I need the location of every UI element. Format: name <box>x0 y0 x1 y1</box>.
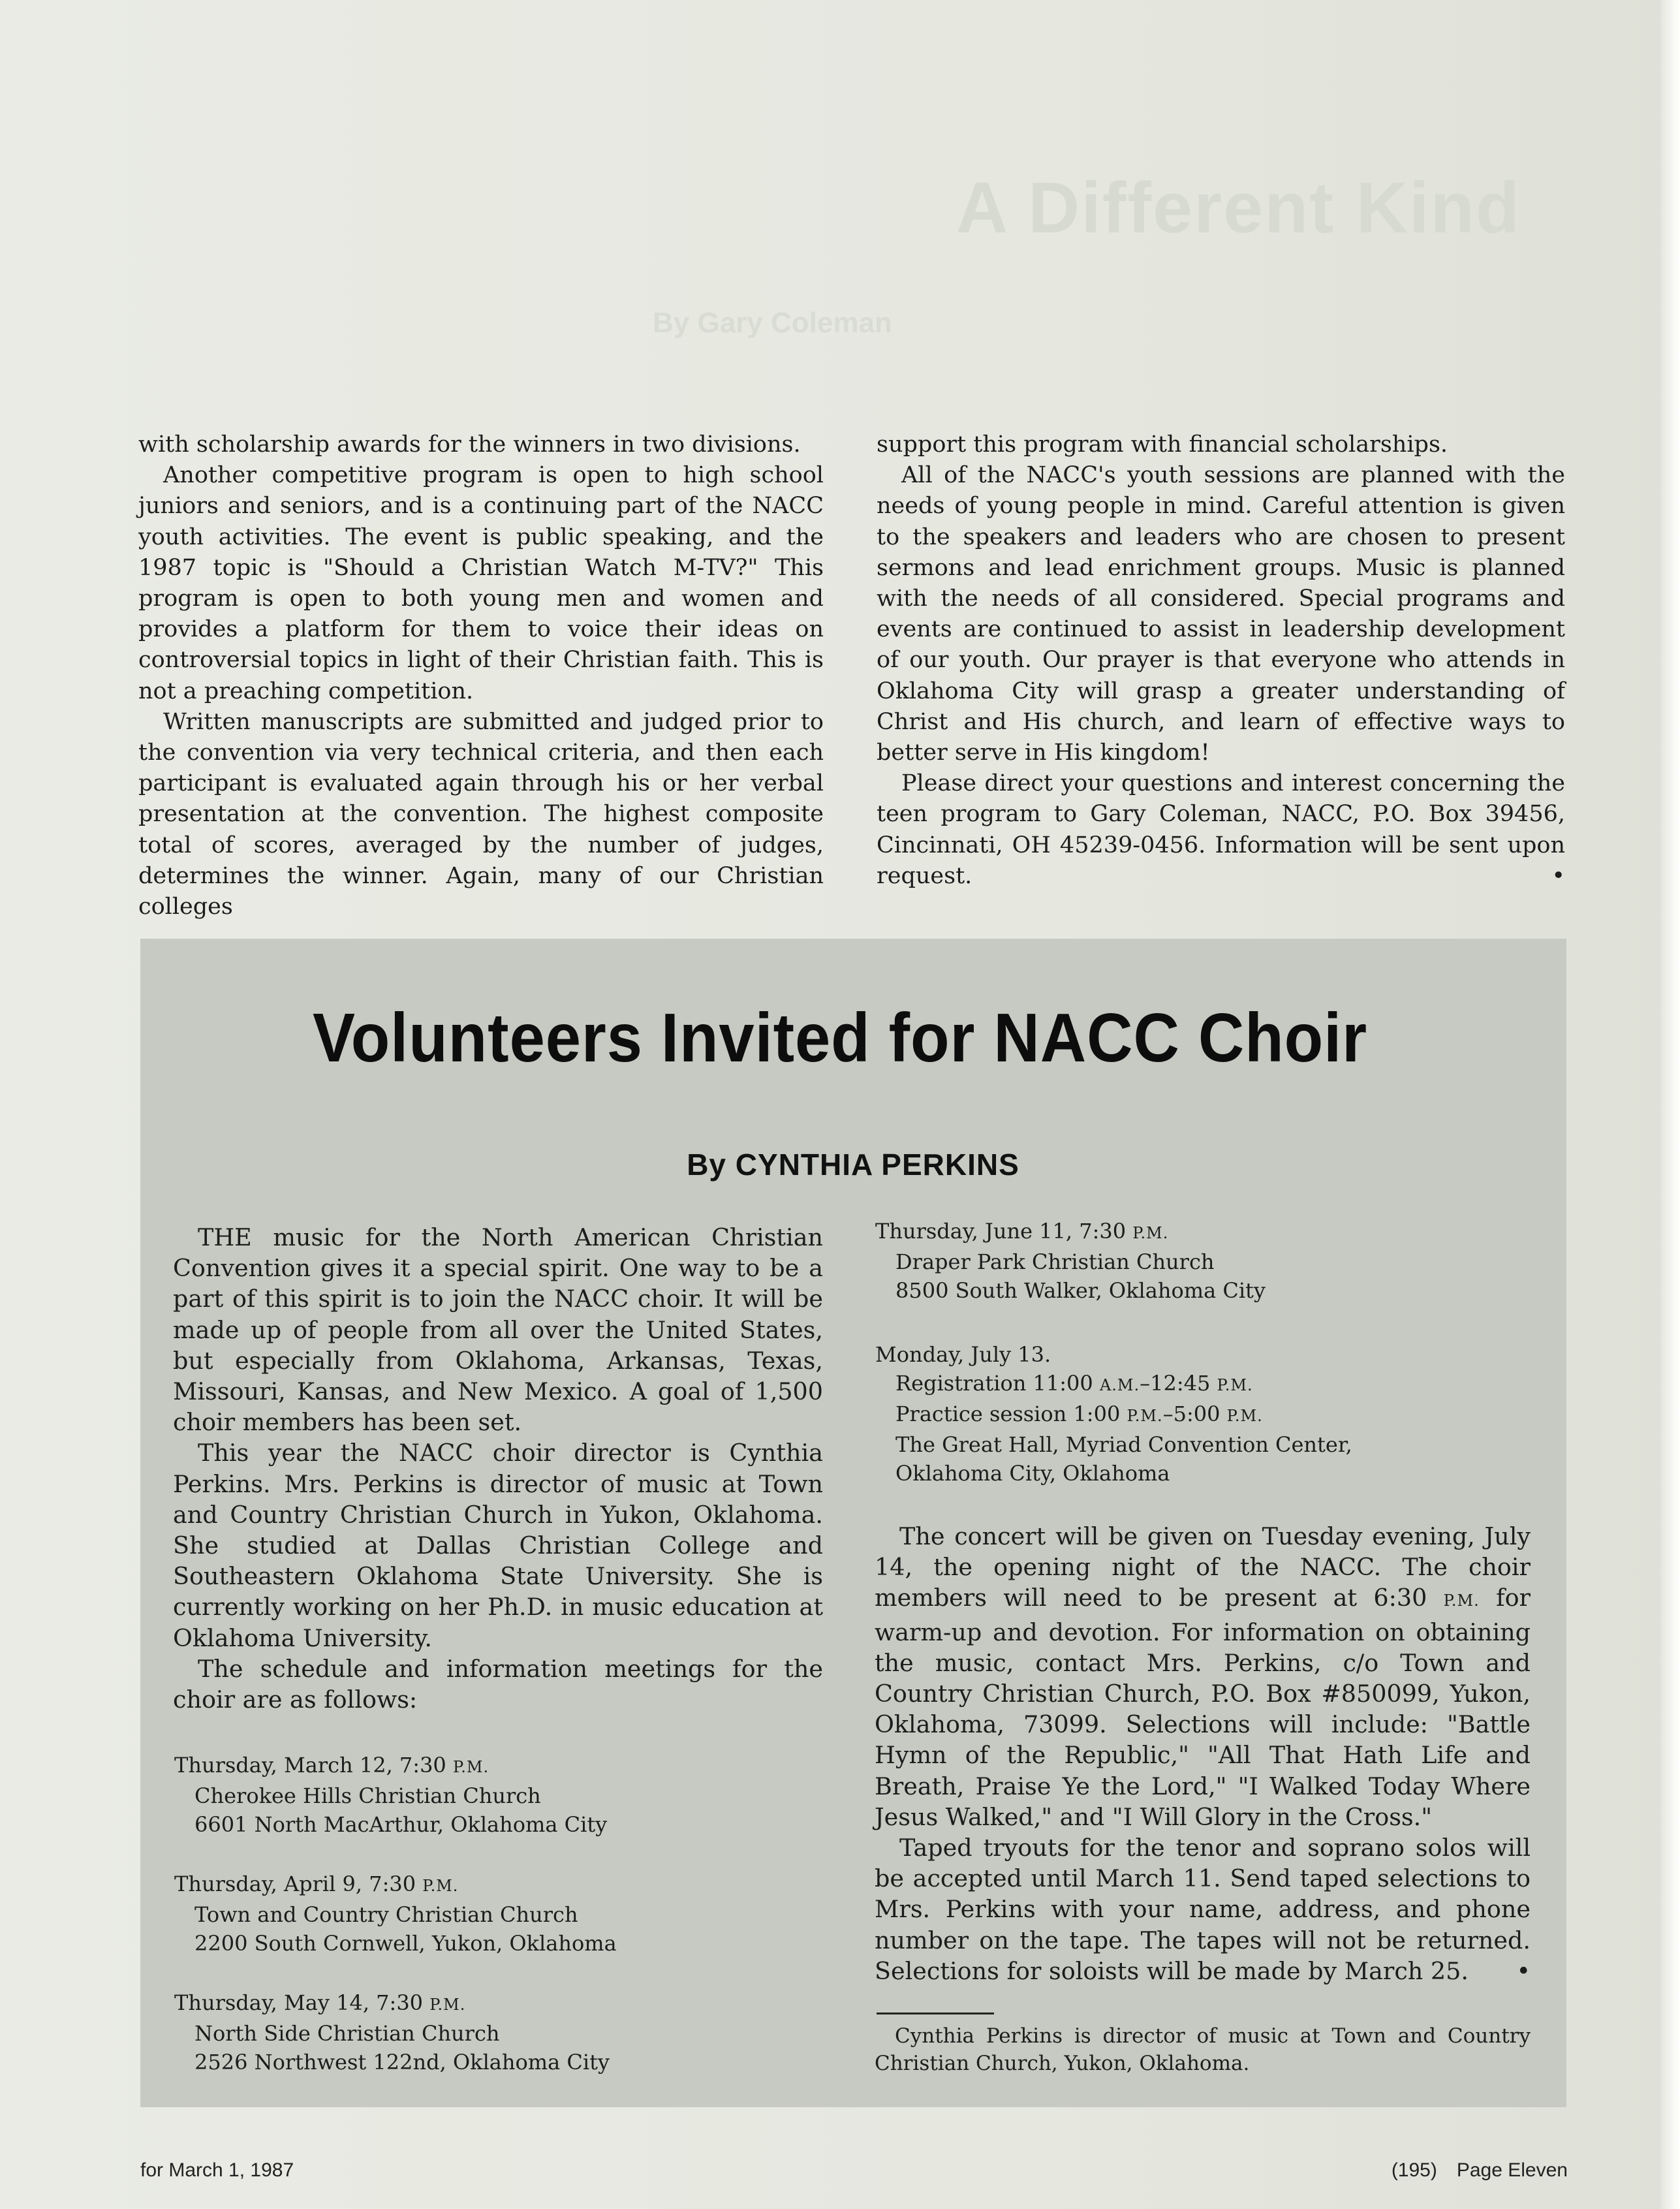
schedule-address: 8500 South Walker, Oklahoma City <box>895 1278 1266 1303</box>
author-bio <box>875 2022 1531 2077</box>
monday-schedule <box>875 1340 1352 1488</box>
schedule-church: Draper Park Christian Church <box>895 1249 1215 1274</box>
schedule-ampm: P.M. <box>429 1996 466 2014</box>
schedule-day: Thursday, April 9, 7:30 <box>174 1872 416 1896</box>
bio-text: Cynthia Perkins is director of music at Town and Country Christian Church, Yukon, Oklahoma. <box>875 2024 1531 2075</box>
choir-article-left-column <box>173 1222 823 1715</box>
schedule-ampm: P.M. <box>422 1877 459 1895</box>
faded-header-byline: By Gary Coleman <box>653 307 892 339</box>
choir-article-right-column <box>875 1521 1531 1986</box>
schedule-ampm: P.M. <box>1132 1224 1169 1242</box>
choir-article-title: Volunteers Invited for NACC Choir <box>312 999 1368 1076</box>
schedule-entry <box>174 1751 607 1839</box>
footer-date: for March 1, 1987 <box>140 2159 294 2181</box>
paragraph-text: Please direct your questions and interest concerning the teen program to Gary Coleman, NACC, P.O. Box 39456, Cincinnati, OH 45239-0456. Information will be sent upon request. <box>877 770 1565 889</box>
schedule-church: Town and Country Christian Church <box>194 1902 578 1927</box>
city-line: Oklahoma City, Oklahoma <box>895 1461 1170 1486</box>
schedule-day: Thursday, June 11, 7:30 <box>875 1219 1127 1244</box>
page-edge <box>1660 0 1680 2209</box>
choir-article-byline: By CYNTHIA PERKINS <box>687 1148 1019 1182</box>
practice-line: Practice session 1:00 P.M.–5:00 P.M. <box>895 1402 1263 1426</box>
schedule-entry <box>875 1217 1266 1305</box>
paragraph: THE music for the North American Christian Convention gives it a special spirit. One way to be a part of this spirit is to join the NACC choir. It will be made up of people from all over the United States, but especially from Oklahoma, Arkansas, Texas, Missouri, Kansas, and New Mexico. A goal of 1,500 choir members has been set. <box>173 1223 823 1437</box>
footer-page-number: (195) <box>1391 2159 1437 2181</box>
schedule-entry <box>174 1988 610 2076</box>
footer-page-label: Page Eleven <box>1456 2159 1568 2181</box>
schedule-address: 2526 Northwest 122nd, Oklahoma City <box>194 2050 610 2075</box>
top-article-left-column <box>138 430 824 922</box>
schedule-address: 6601 North MacArthur, Oklahoma City <box>194 1812 608 1837</box>
registration-line: Registration 11:00 A.M.–12:45 P.M. <box>895 1371 1253 1396</box>
paragraph <box>875 1832 1531 1986</box>
schedule-ampm: P.M. <box>452 1758 490 1776</box>
paragraph: support this program with financial scholarships. <box>877 431 1448 458</box>
paragraph: with scholarship awards for the winners in two divisions. <box>138 431 801 458</box>
paragraph: The schedule and information meetings for the choir are as follows: <box>173 1654 823 1714</box>
paragraph <box>877 768 1565 892</box>
paragraph: All of the NACC's youth sessions are planned with the needs of young people in mind. Careful attention is given to the speakers and leaders who are chosen to present sermons and lead enrichment groups. Music is planned with the needs of all considered. Special programs and events are continued to assist in leadership development of our youth. Our prayer is that everyone who attends in Oklahoma City will grasp a greater understanding of Christ and His church, and learn of effective ways to better serve in His kingdom! <box>877 462 1565 766</box>
paragraph: This year the NACC choir director is Cynthia Perkins. Mrs. Perkins is director of music at Town and Country Christian Church in Yukon, Oklahoma. She studied at Dallas Christian College and Southeastern Oklahoma State University. She is currently working on her Ph.D. in music education at Oklahoma University. <box>173 1439 823 1652</box>
paragraph: Another competitive program is open to high school juniors and seniors, and is a continuing part of the NACC youth activities. The event is public speaking, and the 1987 topic is "Should a Christian Watch M-TV?" This program is open to both young men and women and provides a platform for them to voice their ideas on controversial topics in light of their Christian faith. This is not a preaching competition. <box>138 462 824 704</box>
top-article-right-column <box>877 430 1565 892</box>
schedule-day: Thursday, May 14, 7:30 <box>174 1990 424 2015</box>
schedule-church: Cherokee Hills Christian Church <box>194 1783 541 1808</box>
end-mark: • <box>1551 862 1565 889</box>
monday-day: Monday, July 13. <box>875 1342 1051 1367</box>
paragraph-text: Taped tryouts for the tenor and soprano solos will be accepted until March 11. Send taped selections to Mrs. Perkins with your name, address, and phone number on the tape. The tapes will not be returned. Selections for soloists will be made by March 25. <box>875 1834 1531 1985</box>
paragraph: The concert will be given on Tuesday evening, July 14, the opening night of the NACC. The choir members will need to be present at 6:30 P.M. for warm-up and devotion. For information on obtaining the music, contact Mrs. Perkins, c/o Town and Country Christian Church, P.O. Box #850099, Yukon, Oklahoma, 73099. Selections will include: "Battle Hymn of the Republic," "All That Hath Life and Breath, Praise Ye the Lord," "I Walked Today Where Jesus Walked," and "I Will Glory in the Cross." <box>875 1522 1531 1831</box>
bio-divider <box>877 2013 994 2014</box>
paragraph: Written manuscripts are submitted and judged prior to the convention via very technical criteria, and then each participant is evaluated again through his or her verbal presentation at the convention. The highest composite total of scores, averaged by the number of judges, determines the winner. Again, many of our Christian colleges <box>138 708 824 920</box>
schedule-address: 2200 South Cornwell, Yukon, Oklahoma <box>194 1931 617 1956</box>
schedule-church: North Side Christian Church <box>194 2021 500 2046</box>
venue-line: The Great Hall, Myriad Convention Center, <box>895 1432 1352 1457</box>
schedule-entry <box>174 1870 617 1958</box>
footer-page <box>1392 2159 1568 2182</box>
end-mark: • <box>1516 1956 1531 1985</box>
faded-header-title: A Different Kind <box>956 168 1521 248</box>
schedule-day: Thursday, March 12, 7:30 <box>174 1753 446 1778</box>
